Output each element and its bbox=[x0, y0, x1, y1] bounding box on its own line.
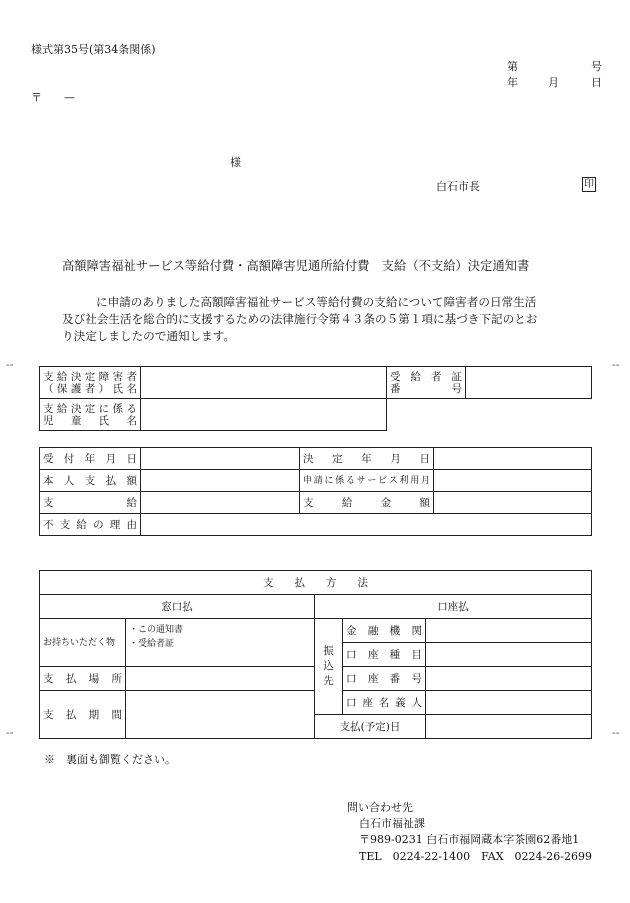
service-period-field[interactable] bbox=[434, 470, 592, 492]
contact-dept: 白石市福祉課 bbox=[359, 817, 425, 830]
recipient-table bbox=[39, 366, 592, 431]
number-suffix: 号 bbox=[591, 60, 602, 73]
account-holder-field[interactable] bbox=[426, 691, 592, 715]
body-line-1: に申請のありました高額障害福祉サービス等給付費の支給について障害者の日常生活 bbox=[96, 295, 537, 309]
account-number-field[interactable] bbox=[426, 667, 592, 691]
fold-mark-right-bottom: -- bbox=[612, 726, 620, 739]
cert-label-cell bbox=[387, 367, 466, 399]
day-label: 日 bbox=[591, 76, 602, 89]
contact-title: 問い合わせ先 bbox=[347, 801, 413, 814]
payment-amount-field[interactable] bbox=[434, 492, 592, 514]
form-number: 様式第35号(第34条関係) bbox=[31, 43, 156, 56]
applicant-label-line2: （保護者）氏名 bbox=[43, 382, 137, 395]
payment-amount-label: 支給金額 bbox=[300, 492, 434, 514]
applicant-name-field[interactable] bbox=[141, 367, 387, 399]
child-label-line2: 児童氏名 bbox=[43, 414, 137, 427]
self-pay-label: 本人支払額 bbox=[40, 470, 141, 492]
place-label: 支払場所 bbox=[40, 667, 126, 691]
reason-label: 不支給の理由 bbox=[40, 514, 141, 536]
window-payment-header: 窓口払 bbox=[40, 595, 315, 619]
account-number-label: 口座番号 bbox=[343, 667, 426, 691]
place-field[interactable] bbox=[126, 667, 315, 691]
received-date-label: 受付年月日 bbox=[40, 448, 141, 470]
payment-method-table bbox=[39, 570, 592, 739]
body-line-3: り決定しましたので通知します。 bbox=[62, 329, 235, 343]
addressee-suffix: 様 bbox=[230, 156, 241, 169]
child-name-field[interactable] bbox=[141, 399, 387, 431]
table1-blank bbox=[387, 399, 592, 431]
month-label: 月 bbox=[548, 76, 559, 89]
bring-items-label: お持ちいただく物 bbox=[40, 619, 126, 667]
payment-method-header: 支 払 方 法 bbox=[40, 571, 592, 595]
cert-number-field[interactable] bbox=[466, 367, 592, 399]
period-label: 支払期間 bbox=[40, 691, 126, 739]
transfer-to-char-3: 先 bbox=[323, 675, 334, 687]
account-type-field[interactable] bbox=[426, 643, 592, 667]
postal-code: 〒 — bbox=[31, 91, 75, 104]
bring-items-list bbox=[126, 619, 315, 667]
pay-date-field[interactable] bbox=[426, 715, 592, 739]
issuer-name: 白石市長 bbox=[436, 180, 480, 193]
service-period-label: 申請に係るサービス利用月 bbox=[300, 470, 434, 492]
self-pay-field[interactable] bbox=[141, 470, 300, 492]
bring-item-2: ・受給者証 bbox=[129, 639, 175, 649]
bank-field[interactable] bbox=[426, 619, 592, 643]
child-label-cell bbox=[40, 399, 141, 431]
decision-date-field[interactable] bbox=[434, 448, 592, 470]
account-type-label: 口座種目 bbox=[343, 643, 426, 667]
payment-label: 支給 bbox=[40, 492, 141, 514]
body-line-2: 及び社会生活を総合的に支援するための法律施行令第４３条の５第１項に基づき下記のとお bbox=[62, 312, 538, 326]
account-holder-label: 口座名義人 bbox=[343, 691, 426, 715]
period-field[interactable] bbox=[126, 691, 315, 739]
document-title: 高額障害福祉サービス等給付費・高額障害児通所給付費 支給（不支給）決定通知書 bbox=[62, 259, 530, 273]
applicant-label-cell bbox=[40, 367, 141, 399]
transfer-to-char-2: 込 bbox=[323, 660, 334, 672]
child-label-line1: 支給決定に係る bbox=[43, 402, 137, 415]
number-label: 第 bbox=[507, 60, 518, 73]
contact-phone: TEL 0224-22-1400 FAX 0224-26-2699 bbox=[359, 850, 592, 863]
bring-item-1: ・この通知書 bbox=[129, 625, 184, 635]
year-label: 年 bbox=[507, 76, 518, 89]
payment-field[interactable] bbox=[141, 492, 300, 514]
pay-date-label: 支払(予定)日 bbox=[315, 715, 426, 739]
account-payment-header: 口座払 bbox=[315, 595, 592, 619]
cert-label-line1: 受給者証 bbox=[390, 370, 462, 383]
reason-field[interactable] bbox=[141, 514, 592, 536]
decision-date-label: 決定年月日 bbox=[300, 448, 434, 470]
fold-mark-left-top: -- bbox=[6, 358, 14, 371]
back-note: ※ 裏面も御覧ください。 bbox=[44, 753, 176, 766]
transfer-to-char-1: 振 bbox=[323, 645, 334, 657]
contact-address: 〒989-0231 白石市福岡蔵本字茶園62番地1 bbox=[359, 833, 580, 846]
received-date-field[interactable] bbox=[141, 448, 300, 470]
cert-label-line2: 番号 bbox=[390, 382, 462, 395]
fold-mark-left-bottom: -- bbox=[6, 726, 14, 739]
decision-table bbox=[39, 447, 592, 536]
bank-label: 金融機関 bbox=[343, 619, 426, 643]
seal-stamp: 印 bbox=[584, 179, 594, 190]
transfer-to-label bbox=[315, 619, 343, 715]
fold-mark-right-top: -- bbox=[612, 358, 620, 371]
applicant-label-line1: 支給決定障害者 bbox=[43, 370, 137, 383]
